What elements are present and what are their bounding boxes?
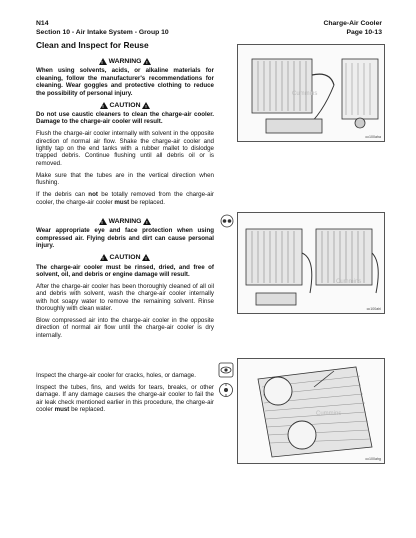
section-name: Section 10 - Air Intake System - Group 10 [36,28,169,36]
caution-text-2: The charge-air cooler must be rinsed, dried, and free of solvent, oil, and debris or engine damage will result. [36,263,214,278]
wash-instruction: After the charge-air cooler has been thoroughly cleaned of all oil and debris with solvent, wash the charge-air cooler internally with hot soapy water to remove the remaining solvent. Rinse thoroughly with clean water. [36,282,214,313]
inspect-tubes-instruction: Inspect the tubes, fins, and welds for tears, breaks, or other damage. If any damage causes the charge-air cooler to fail the air leak check mentioned earlier in this procedure, the charge-air cooler must be replaced. [36,383,214,414]
caution-heading-1: ! CAUTION ! [36,102,214,109]
eye-inspect-icon [218,362,234,383]
engine-model: N14 [36,20,49,27]
figure-code: cc100aha [365,135,381,139]
watermark: Cummins [336,279,362,285]
warning-text-1: When using solvents, acids, or alkaline materials for cleaning, follow the manufacturer's recommendations for cleaning. Wear goggles and protective clothing to reduce the possibility of personal injury. [36,67,214,97]
figure-code: cc100ahi [366,307,381,311]
warning-triangle-icon [99,58,107,65]
watermark: Cummins [292,91,318,97]
goggles-icon [220,214,234,233]
dry-instruction: Blow compressed air into the charge-air cooler in the opposite direction of normal air flow until the charge-air cooler is dry internally. [36,316,214,339]
tube-direction-note: Make sure that the tubes are in the vertical direction when flushing. [36,171,214,187]
cooler-inspect-illustration [238,359,385,464]
caution-triangle-icon [100,102,108,109]
figure-blow-dry-cooler [237,212,385,314]
caution-triangle-icon [142,254,150,261]
page-header-right [323,20,382,37]
warning-triangle-icon [99,218,107,225]
inspect-detail-icon [218,382,234,403]
chapter-name: Charge-Air Cooler [323,20,382,27]
warning-text-2: Wear appropriate eye and face protection when using compressed air. Flying debris and dirt can cause personal injury. [36,227,214,250]
figure-inspect-cooler [237,358,385,464]
caution-triangle-icon [142,102,150,109]
caution-heading-2: ! CAUTION ! [36,254,214,261]
warning-heading-1: ! WARNING ! [36,58,214,65]
cooler-dry-illustration [238,213,385,314]
figure-flush-cooler [237,44,385,142]
watermark: Cummins [316,411,342,417]
flush-instruction: Flush the charge-air cooler internally with solvent in the opposite direction of normal air flow. Shake the charge-air cooler and lightly tap on the end tanks with a rubber mallet to dislodge trapped debris. Continue flushing until all debris oil or is removed. [36,130,214,167]
warning-heading-2: ! WARNING ! [36,218,214,225]
replace-note-1: If the debris can not be totally removed from the charge-air cooler, the charge-air cooler must be replaced. [36,191,214,206]
block-1-text [36,56,214,210]
warning-triangle-icon [143,58,151,65]
block-3-text [36,372,214,418]
page-header-left [36,20,169,37]
cooler-flush-illustration [238,45,385,142]
section-title: Clean and Inspect for Reuse [36,40,149,50]
warning-triangle-icon [143,218,151,225]
block-2-text [36,216,214,344]
caution-text-1: Do not use caustic cleaners to clean the charge-air cooler. Damage to the charge-air cooler will result. [36,110,214,126]
inspect-cracks-instruction: Inspect the charge-air cooler for cracks, holes, or damage. [36,372,196,379]
caution-triangle-icon [100,254,108,261]
figure-code: cc100ahg [365,457,381,461]
page-number: Page 10-13 [346,28,382,36]
